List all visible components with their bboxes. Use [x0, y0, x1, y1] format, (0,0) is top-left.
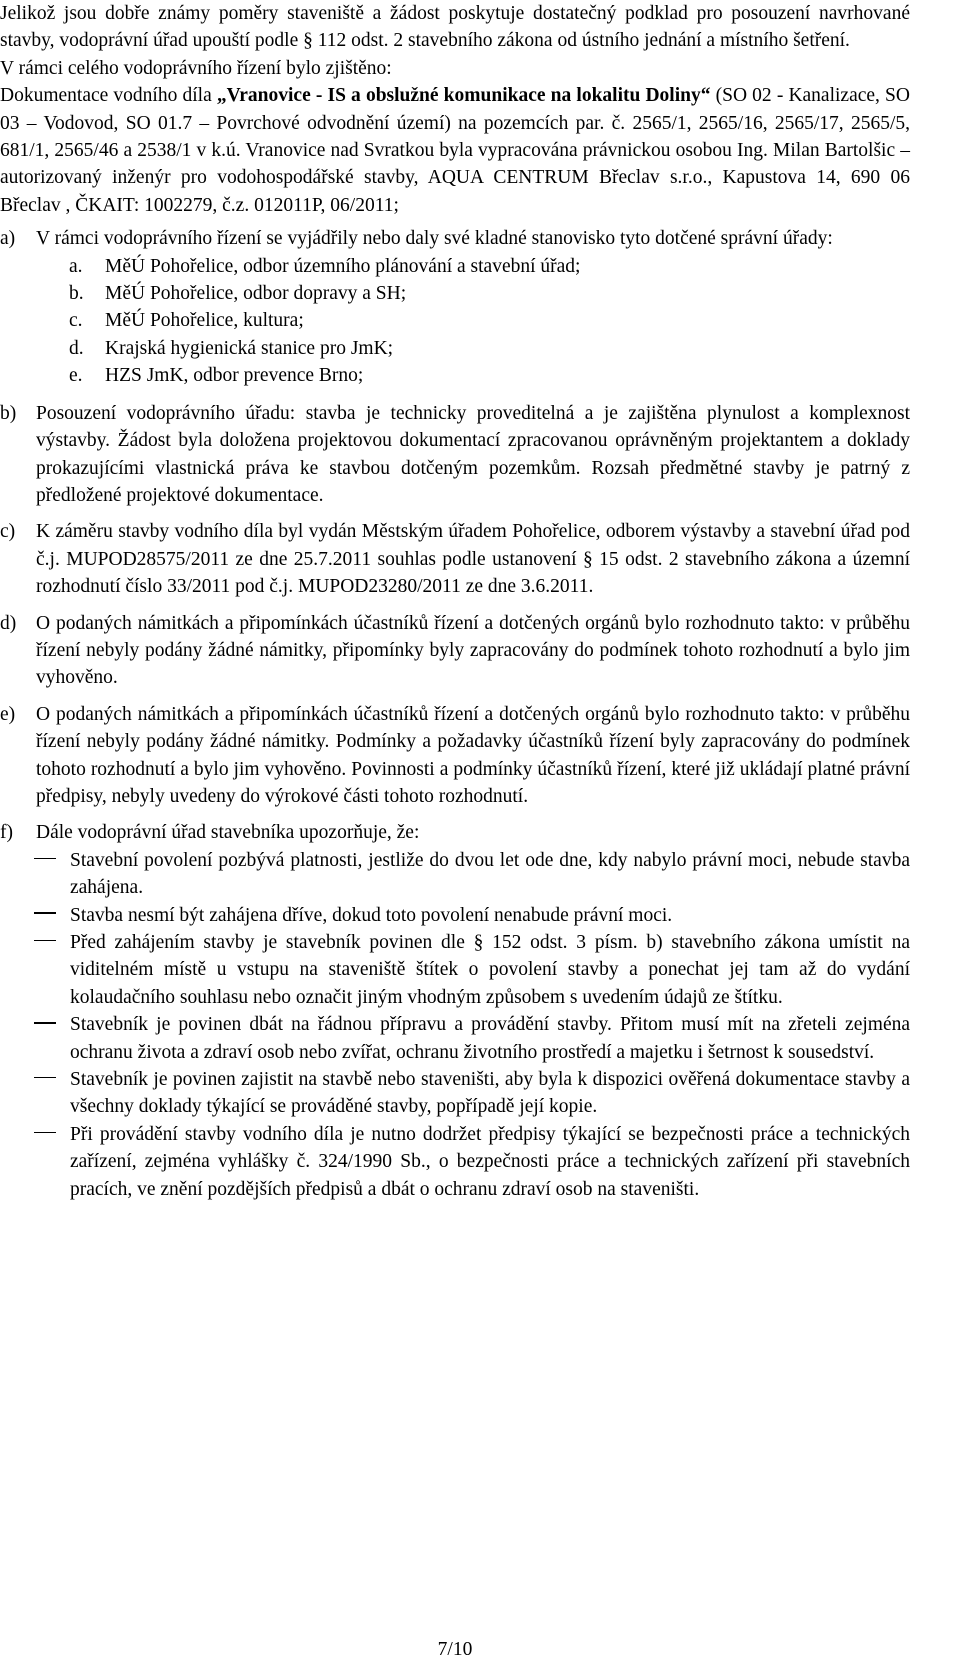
list-item-label: e.	[69, 365, 83, 387]
list-item	[0, 902, 910, 929]
section-e	[0, 701, 910, 811]
intro-p2-pre: Dokumentace vodního díla	[0, 85, 217, 107]
list-item-label: a.	[69, 255, 83, 277]
list-item-text: HZS JmK, odbor prevence Brno;	[105, 365, 364, 387]
section-a-label: a)	[0, 228, 16, 250]
list-item-label: c.	[69, 310, 83, 332]
list-item	[0, 929, 910, 1011]
list-item-text: MěÚ Pohořelice, odbor územního plánování a stavební úřad;	[105, 255, 581, 277]
intro	[0, 0, 910, 219]
list-item-text: Stavební povolení pozbývá platnosti, jestliže do dvou let ode dne, kdy nabylo právní moci, nebude stavba zahájena.	[70, 849, 910, 899]
section-c-label: c)	[0, 521, 16, 543]
list-item	[0, 253, 910, 280]
section-c-text: K záměru stavby vodního díla byl vydán Městským úřadem Pohořelice, odborem výstavby a stavební úřad pod č.j. MUPOD28575/2011 ze dne 25.7.2011 souhlas podle ustanovení § 15 odst. 2 stavebního zákona a územní rozhodnutí číslo 33/2011 pod č.j. MUPOD23280/2011 ze dne 3.6.2011.	[36, 521, 910, 598]
section-a-text: V rámci vodoprávního řízení se vyjádřily nebo daly své kladné stanovisko tyto dotčené správní úřady:	[36, 228, 833, 250]
dash-bullet-icon	[0, 1011, 70, 1038]
section-b-body	[36, 400, 910, 510]
section-b-text: Posouzení vodoprávního úřadu: stavba je technicky proveditelná a je zajištěna plynulost a komplexnost výstavby. Žádost byla doložena projektovou dokumentací zpracovanou oprávněným projektantem a doklady prokazujícími vlastnická práva ke stavbou dotčeným pozemkům. Rozsah předmětné stavby je patrný z předložené projektové dokumentace.	[36, 402, 910, 506]
list-item	[0, 362, 910, 389]
list-item	[0, 1066, 910, 1121]
section-f	[0, 819, 910, 846]
section-e-label: e)	[0, 703, 16, 725]
section-d-text: O podaných námitkách a připomínkách účastníků řízení a dotčených orgánů bylo rozhodnuto takto: v průběhu řízení nebyly podány žádné námitky, připomínky byly zapracovány do podmínek tohoto rozhodnutí a bylo jim vyhověno.	[36, 612, 910, 689]
list-item-text: Před zahájením stavby je stavebník povinen dle § 152 odst. 3 písm. b) stavebního zákona umístit na viditelném místě u vstupu na staveniště štítek o povolení stavby a ponechat jej tam až do vydání kolaudačního souhlasu nebo označit jiným vhodným způsobem s uvedením údajů ze štítku.	[70, 932, 910, 1008]
list-item	[0, 1121, 910, 1203]
section-c	[0, 518, 910, 600]
dash-bullet-icon	[0, 1066, 70, 1093]
section-f-label: f)	[0, 822, 13, 844]
project-title: „Vranovice - IS a obslužné komunikace na lokalitu Doliny“	[216, 85, 711, 107]
intro-paragraph-2	[0, 82, 910, 219]
list-item	[0, 1011, 910, 1066]
list-item-text: Při provádění stavby vodního díla je nutno dodržet předpisy týkající se bezpečnosti práce a technických zařízení, zejména vyhlášky č. 324/1990 Sb., o bezpečnosti práce a technických zařízení při stavebních pracích, ve znění pozdějších předpisů a dbát o ochranu zdraví osob na staveništi.	[70, 1123, 910, 1200]
page-number: 7/10	[437, 1639, 473, 1660]
list-item-text: MěÚ Pohořelice, kultura;	[105, 310, 304, 332]
section-e-text: O podaných námitkách a připomínkách účastníků řízení a dotčených orgánů bylo rozhodnuto takto: v průběhu řízení nebyly podány žádné námitky. Podmínky a požadavky účastníků řízení byly zapracovány do podmínek tohoto rozhodnutí a bylo jim vyhověno. Povinnosti a podmínky účastníků řízení, které již ukládají platné právní předpisy, nebyly uvedeny do výrokové části tohoto rozhodnutí.	[36, 703, 910, 807]
section-c-body	[36, 518, 910, 600]
section-d-body	[36, 610, 910, 692]
section-a-body	[36, 225, 910, 252]
list-item-label: b.	[69, 283, 84, 305]
list-item	[0, 335, 910, 362]
list-item-text: Stavba nesmí být zahájena dříve, dokud toto povolení nenabude právní moci.	[70, 904, 673, 926]
list-item	[0, 847, 910, 902]
list-item	[0, 307, 910, 334]
section-f-body	[36, 819, 910, 846]
list-item-text: Stavebník je povinen zajistit na stavbě nebo staveništi, aby byla k dispozici ověřená dokumentace stavby a všechny doklady týkající se prováděné stavby, popřípadě její kopie.	[70, 1069, 910, 1118]
list-item	[0, 280, 910, 307]
section-a-list	[0, 253, 910, 390]
section-f-text: Dále vodoprávní úřad stavebníka upozorňuje, že:	[36, 822, 420, 844]
dash-bullet-icon	[0, 1121, 70, 1148]
section-e-body	[36, 701, 910, 811]
section-b-label: b)	[0, 402, 17, 424]
intro-paragraph-2-lead: V rámci celého vodoprávního řízení bylo zjištěno:	[0, 57, 392, 79]
list-item-text: Stavebník je povinen dbát na řádnou přípravu a provádění stavby. Přitom musí mít na zřeteli zejména ochranu života a zdraví osob nebo zvířat, ochranu životního prostředí a majetku i šetrnost k sousedství.	[70, 1014, 910, 1063]
section-b	[0, 400, 910, 510]
list-item-label: d.	[69, 337, 84, 359]
list-item-text: MěÚ Pohořelice, odbor dopravy a SH;	[105, 283, 407, 305]
list-item-text: Krajská hygienická stanice pro JmK;	[105, 337, 394, 359]
section-d-label: d)	[0, 612, 17, 634]
intro-p2-post: (SO 02 - Kanalizace, SO 03 – Vodovod, SO 01.7 – Povrchové odvodnění území) na pozemcích par. č. 2565/1, 2565/16, 2565/17, 2565/5, 681/1, 2565/46 a 2538/1 v k.ú. Vranovice nad Svratkou byla vypracována právnickou osobou Ing. Milan Bartolšic – autorizovaný inženýr pro vodohospodářské stavby, AQUA CENTRUM Břeclav s.r.o., Kapustova 14, 690 06 Břeclav , ČKAIT: 1002279, č.z. 012011P, 06/2011;	[0, 85, 910, 216]
intro-paragraph-1: Jelikož jsou dobře známy poměry staveniště a žádost poskytuje dostatečný podklad pro posouzení navrhované stavby, vodoprávní úřad upouští podle § 112 odst. 2 stavebního zákona od ústního jednání a místního šetření.	[0, 3, 910, 52]
section-d	[0, 610, 910, 692]
section-f-list	[0, 847, 910, 1203]
section-a	[0, 225, 910, 252]
dash-bullet-icon	[0, 929, 70, 956]
dash-bullet-icon	[0, 847, 70, 874]
dash-bullet-icon	[0, 902, 70, 929]
